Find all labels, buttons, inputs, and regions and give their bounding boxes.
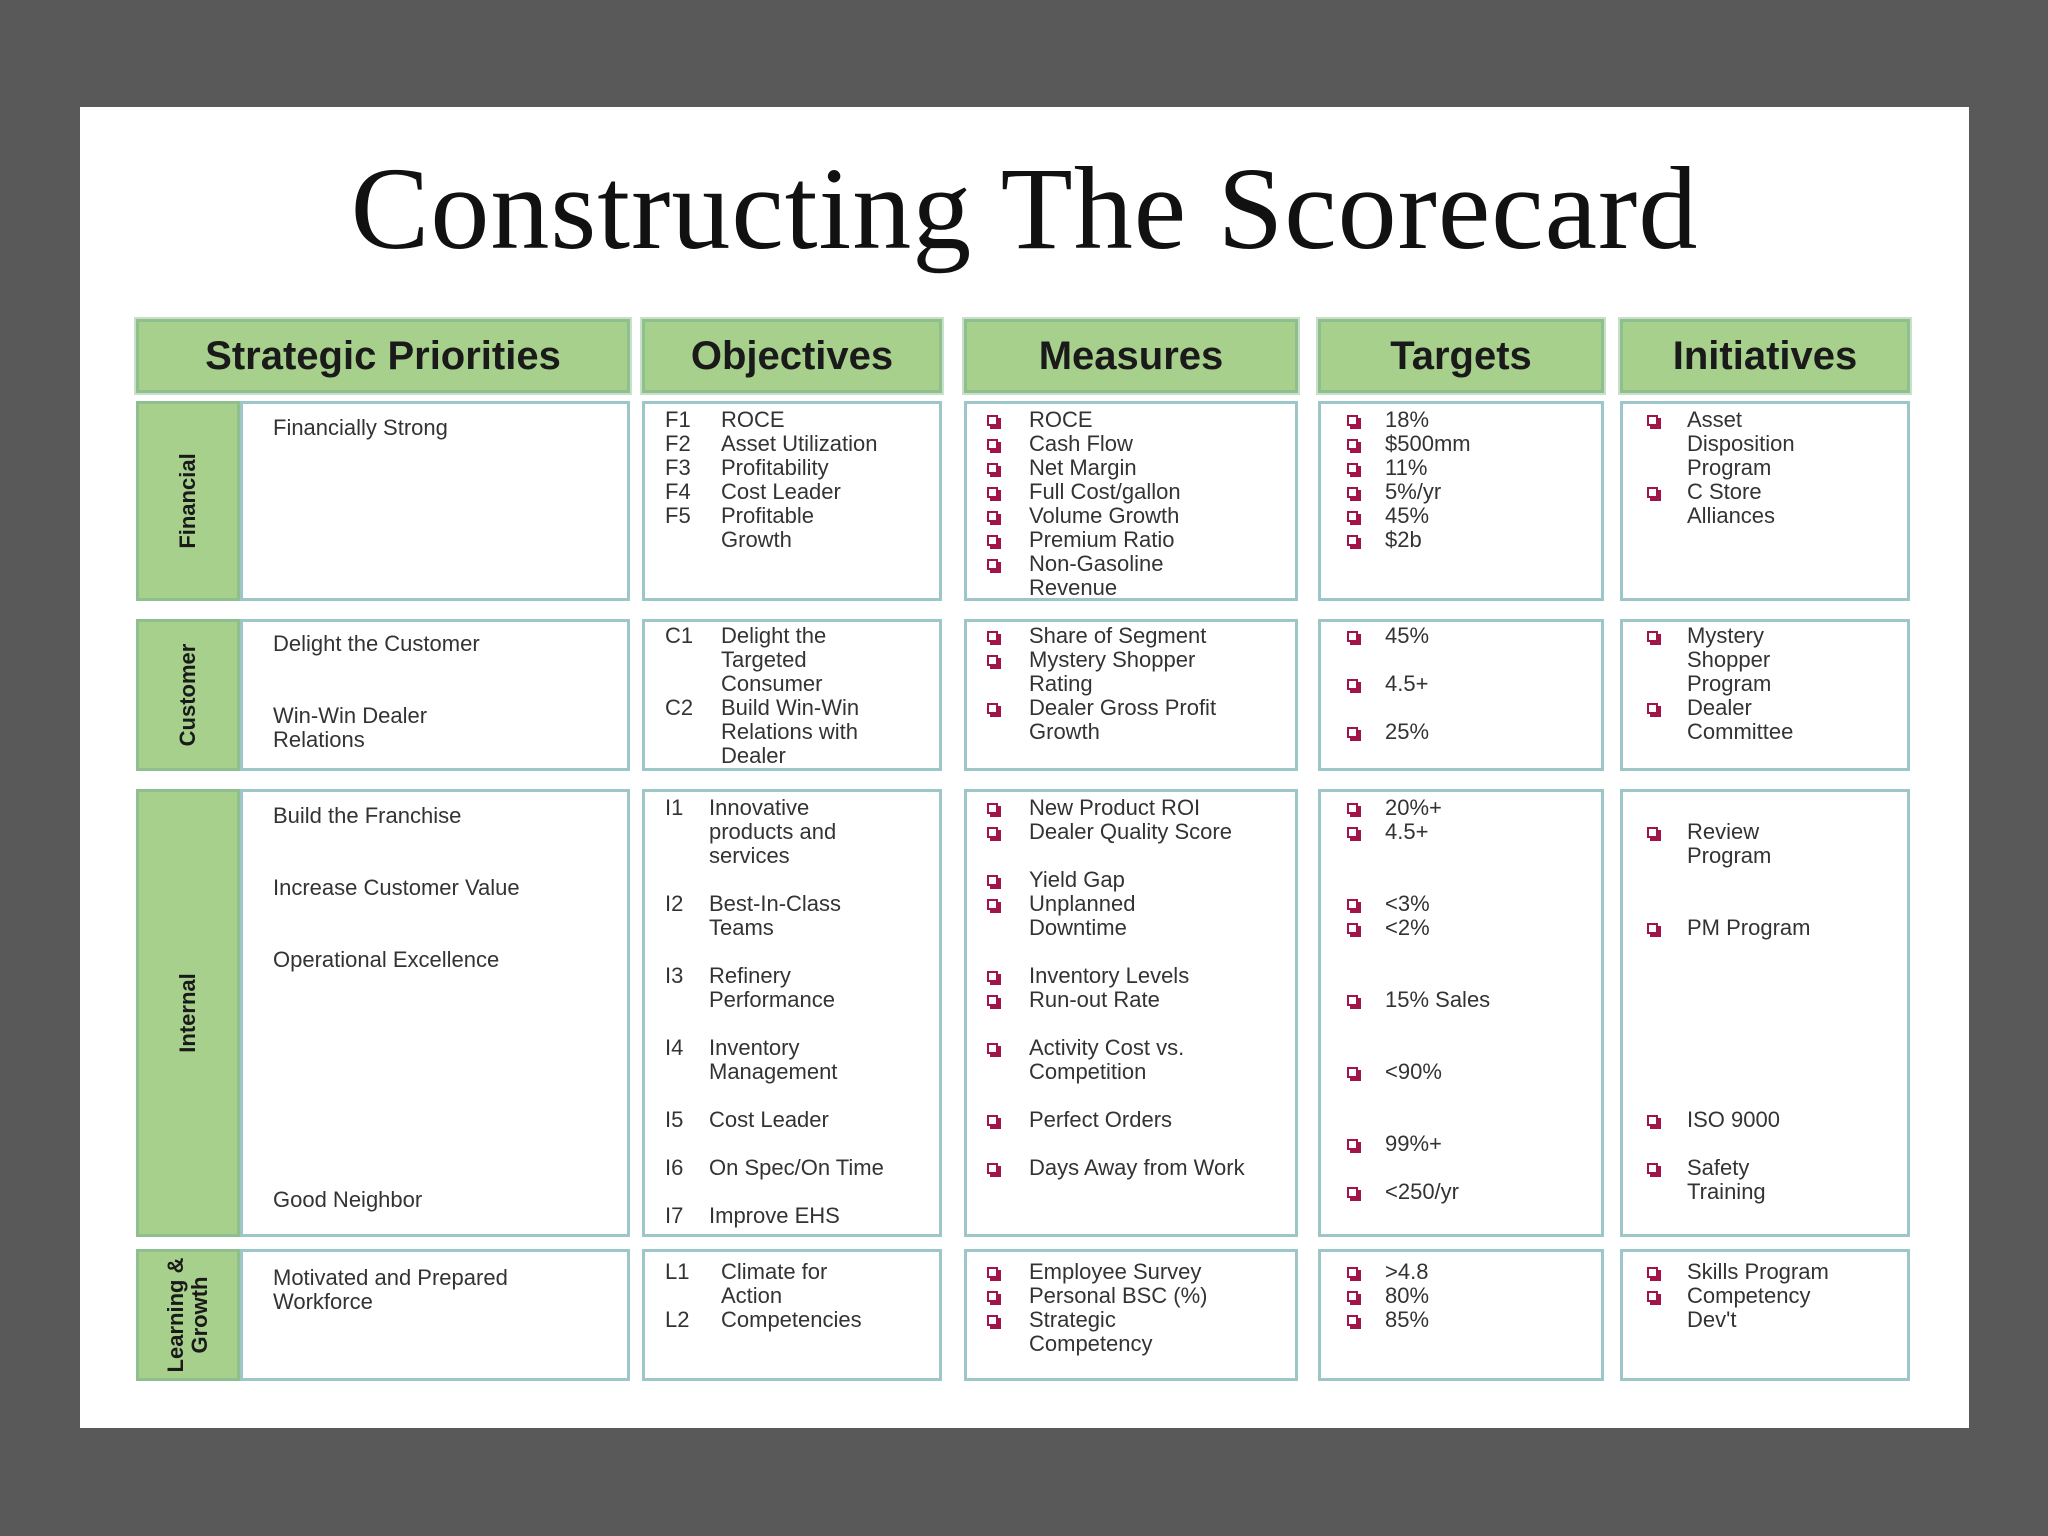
objective-code: I4: [665, 1035, 684, 1060]
perspective-financial: [136, 401, 240, 601]
checkbox-bullet-icon: [987, 415, 998, 426]
objective-text: Asset Utilization: [721, 431, 878, 456]
checkbox-bullet-icon: [987, 875, 998, 886]
measure-item: Premium Ratio: [1029, 527, 1175, 552]
checkbox-bullet-icon: [1347, 727, 1358, 738]
measure-item: Activity Cost vs. Competition: [1029, 1035, 1185, 1084]
objectives-cell: [642, 401, 942, 601]
objective-code: F3: [665, 455, 691, 480]
initiative-item: Review Program: [1687, 819, 1772, 868]
checkbox-bullet-icon: [1347, 1067, 1358, 1078]
checkbox-bullet-icon: [1347, 1139, 1358, 1150]
objective-code: C1: [665, 623, 694, 648]
perspective-label: Learning & Growth: [163, 1257, 212, 1373]
target-item: 45%: [1385, 623, 1430, 648]
objectives-cell: [642, 619, 942, 771]
measure-item: Full Cost/gallon: [1029, 479, 1181, 504]
checkbox-bullet-icon: [1647, 1291, 1658, 1302]
checkbox-bullet-icon: [1347, 803, 1358, 814]
initiatives-cell: [1620, 401, 1910, 601]
checkbox-bullet-icon: [1347, 463, 1358, 474]
initiative-item: Safety Training: [1687, 1155, 1766, 1204]
measures-cell: [964, 619, 1298, 771]
priority-text: Good Neighbor: [273, 1187, 423, 1212]
checkbox-bullet-icon: [987, 1315, 998, 1326]
checkbox-bullet-icon: [1347, 631, 1358, 642]
checkbox-bullet-icon: [987, 1291, 998, 1302]
target-item: 20%+: [1385, 795, 1442, 820]
checkbox-bullet-icon: [1647, 703, 1658, 714]
measure-item: Inventory Levels: [1029, 963, 1190, 988]
targets-cell: [1318, 401, 1604, 601]
objective-text: Delight the Targeted Consumer: [721, 623, 827, 696]
objective-text: ROCE: [721, 407, 785, 432]
objective-text: Profitable Growth: [721, 503, 814, 552]
checkbox-bullet-icon: [1347, 995, 1358, 1006]
targets-cell: [1318, 1249, 1604, 1381]
measure-item: Strategic Competency: [1029, 1307, 1153, 1356]
slide-title: Constructing The Scorecard: [350, 143, 1699, 274]
header-strategic-priorities: Strategic Priorities: [136, 319, 630, 393]
measure-item: ROCE: [1029, 407, 1093, 432]
checkbox-bullet-icon: [1347, 511, 1358, 522]
objectives-cell: [642, 789, 942, 1237]
target-item: 15% Sales: [1385, 987, 1491, 1012]
objective-text: Best-In-Class Teams: [709, 891, 842, 940]
checkbox-bullet-icon: [1347, 1315, 1358, 1326]
target-item: >4.8: [1385, 1259, 1429, 1284]
objective-text: On Spec/On Time: [709, 1155, 884, 1180]
checkbox-bullet-icon: [1347, 923, 1358, 934]
checkbox-bullet-icon: [1647, 1115, 1658, 1126]
checkbox-bullet-icon: [1647, 827, 1658, 838]
measure-item: Personal BSC (%): [1029, 1283, 1208, 1308]
header-measures: Measures: [964, 319, 1298, 393]
checkbox-bullet-icon: [987, 655, 998, 666]
target-item: 4.5+: [1385, 671, 1429, 696]
objective-code: I6: [665, 1155, 684, 1180]
target-item: <250/yr: [1385, 1179, 1459, 1204]
objective-text: Inventory Management: [709, 1035, 838, 1084]
checkbox-bullet-icon: [987, 487, 998, 498]
checkbox-bullet-icon: [987, 511, 998, 522]
target-item: 18%: [1385, 407, 1430, 432]
checkbox-bullet-icon: [1647, 923, 1658, 934]
target-item: 11%: [1385, 455, 1428, 480]
checkbox-bullet-icon: [987, 463, 998, 474]
objective-code: I1: [665, 795, 684, 820]
target-item: 85%: [1385, 1307, 1430, 1332]
checkbox-bullet-icon: [987, 1043, 998, 1054]
checkbox-bullet-icon: [1347, 899, 1358, 910]
initiatives-cell: [1620, 789, 1910, 1237]
objective-code: F1: [665, 407, 691, 432]
checkbox-bullet-icon: [1347, 439, 1358, 450]
priority-text: Delight the Customer: [273, 631, 480, 656]
measure-item: Net Margin: [1029, 455, 1137, 480]
measure-item: Dealer Gross Profit Growth: [1029, 695, 1217, 744]
measure-item: Unplanned Downtime: [1029, 891, 1136, 940]
target-item: 4.5+: [1385, 819, 1429, 844]
objective-code: F5: [665, 503, 691, 528]
objective-code: L2: [665, 1307, 690, 1332]
priorities-cell: [240, 619, 630, 771]
checkbox-bullet-icon: [987, 995, 998, 1006]
checkbox-bullet-icon: [1647, 1163, 1658, 1174]
objective-text: Profitability: [721, 455, 829, 480]
targets-cell: [1318, 789, 1604, 1237]
checkbox-bullet-icon: [1347, 827, 1358, 838]
checkbox-bullet-icon: [987, 559, 998, 570]
measure-item: Non-Gasoline Revenue: [1029, 551, 1164, 600]
checkbox-bullet-icon: [987, 703, 998, 714]
checkbox-bullet-icon: [1347, 487, 1358, 498]
target-item: 80%: [1385, 1283, 1430, 1308]
checkbox-bullet-icon: [1347, 679, 1358, 690]
objective-text: Competencies: [721, 1307, 862, 1332]
initiative-item: C Store Alliances: [1687, 479, 1776, 528]
objective-text: Cost Leader: [709, 1107, 829, 1132]
target-item: <90%: [1385, 1059, 1442, 1084]
measure-item: Mystery Shopper Rating: [1029, 647, 1196, 696]
checkbox-bullet-icon: [987, 631, 998, 642]
initiative-item: PM Program: [1687, 915, 1811, 940]
priorities-cell: [240, 401, 630, 601]
objective-code: F2: [665, 431, 691, 456]
header-objectives: Objectives: [642, 319, 942, 393]
priority-text: Build the Franchise: [273, 803, 462, 828]
objective-code: I5: [665, 1107, 684, 1132]
checkbox-bullet-icon: [987, 971, 998, 982]
measure-item: Run-out Rate: [1029, 987, 1160, 1012]
measure-item: Volume Growth: [1029, 503, 1180, 528]
measure-item: Cash Flow: [1029, 431, 1133, 456]
objective-code: F4: [665, 479, 691, 504]
objective-code: I2: [665, 891, 684, 916]
perspective-label: Customer: [175, 643, 200, 747]
measure-item: Share of Segment: [1029, 623, 1207, 648]
header-targets: Targets: [1318, 319, 1604, 393]
checkbox-bullet-icon: [1347, 1187, 1358, 1198]
priority-text: Motivated and Prepared Workforce: [273, 1265, 508, 1314]
checkbox-bullet-icon: [987, 827, 998, 838]
priority-text: Increase Customer Value: [273, 875, 520, 900]
priority-text: Operational Excellence: [273, 947, 500, 972]
checkbox-bullet-icon: [1347, 1267, 1358, 1278]
objective-text: Refinery Performance: [709, 963, 835, 1012]
initiative-item: Asset Disposition Program: [1687, 407, 1795, 480]
measure-item: Days Away from Work: [1029, 1155, 1245, 1180]
measures-cell: [964, 401, 1298, 601]
checkbox-bullet-icon: [1347, 535, 1358, 546]
checkbox-bullet-icon: [1647, 487, 1658, 498]
measures-cell: [964, 1249, 1298, 1381]
initiative-item: Mystery Shopper Program: [1687, 623, 1772, 696]
slide: [80, 107, 1969, 1428]
priorities-cell: [240, 1249, 630, 1381]
objective-text: Innovative products and services: [709, 795, 837, 868]
target-item: <2%: [1385, 915, 1430, 940]
checkbox-bullet-icon: [1347, 1291, 1358, 1302]
target-item: 45%: [1385, 503, 1430, 528]
objective-code: I7: [665, 1203, 684, 1228]
objective-text: Improve EHS: [709, 1203, 840, 1228]
measure-item: New Product ROI: [1029, 795, 1201, 820]
objective-code: L1: [665, 1259, 690, 1284]
measures-cell: [964, 789, 1298, 1237]
objective-code: I3: [665, 963, 684, 988]
objective-text: Build Win-Win Relations with Dealer: [721, 695, 860, 768]
target-item: $2b: [1385, 527, 1422, 552]
targets-cell: [1318, 619, 1604, 771]
perspective-label: Internal: [175, 973, 200, 1053]
target-item: 5%/yr: [1385, 479, 1442, 504]
measure-item: Yield Gap: [1029, 867, 1125, 892]
perspective-internal: [136, 789, 240, 1237]
initiatives-cell: [1620, 619, 1910, 771]
header-initiatives: Initiatives: [1620, 319, 1910, 393]
objective-item: [665, 504, 885, 564]
target-item: 99%+: [1385, 1131, 1442, 1156]
priority-text: Financially Strong: [273, 415, 448, 440]
measure-item: Dealer Quality Score: [1029, 819, 1232, 844]
objective-code: C2: [665, 695, 694, 720]
objective-text: Climate for Action: [721, 1259, 828, 1308]
target-item: <3%: [1385, 891, 1430, 916]
checkbox-bullet-icon: [1647, 1267, 1658, 1278]
priorities-cell: [240, 789, 630, 1237]
objective-text: Cost Leader: [721, 479, 841, 504]
checkbox-bullet-icon: [987, 803, 998, 814]
checkbox-bullet-icon: [987, 535, 998, 546]
target-item: 25%: [1385, 719, 1430, 744]
checkbox-bullet-icon: [987, 1267, 998, 1278]
initiative-item: Skills Program: [1687, 1259, 1829, 1284]
checkbox-bullet-icon: [1647, 415, 1658, 426]
checkbox-bullet-icon: [987, 1115, 998, 1126]
perspective-label: Financial: [175, 453, 200, 549]
checkbox-bullet-icon: [987, 899, 998, 910]
initiative-item: Competency Dev't: [1687, 1283, 1811, 1332]
initiatives-cell: [1620, 1249, 1910, 1381]
initiative-item: ISO 9000: [1687, 1107, 1780, 1132]
checkbox-bullet-icon: [1647, 631, 1658, 642]
objectives-cell: [642, 1249, 942, 1381]
perspective-customer: [136, 619, 240, 771]
checkbox-bullet-icon: [1347, 415, 1358, 426]
checkbox-bullet-icon: [987, 439, 998, 450]
perspective-learning-growth: [136, 1249, 240, 1381]
checkbox-bullet-icon: [987, 1163, 998, 1174]
priority-text: Win-Win Dealer Relations: [273, 703, 428, 752]
measure-item: Perfect Orders: [1029, 1107, 1173, 1132]
initiative-item: Dealer Committee: [1687, 695, 1794, 744]
target-item: $500mm: [1385, 431, 1471, 456]
measure-item: Employee Survey: [1029, 1259, 1202, 1284]
